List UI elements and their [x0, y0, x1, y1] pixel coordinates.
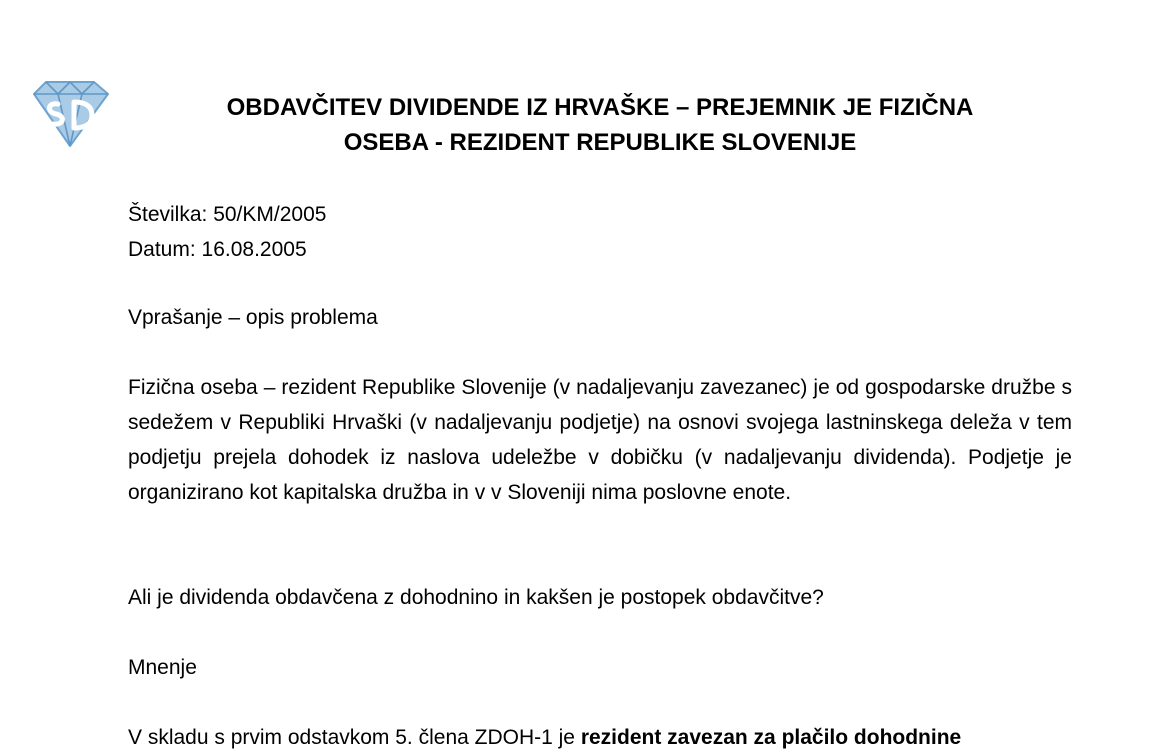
opinion-heading: Mnenje [128, 656, 197, 679]
title-line-1: OBDAVČITEV DIVIDENDE IZ HRVAŠKE – PREJEMNIK JE FIZIČNA [226, 94, 974, 121]
title-line-2: OSEBA - REZIDENT REPUBLIKE SLOVENIJE [343, 129, 857, 156]
opinion-text-normal: V skladu s prvim odstavkom 5. člena ZDOH-1 je [128, 726, 581, 749]
question-text: Ali je dividenda obdavčena z dohodnino in kakšen je postopek obdavčitve? [128, 586, 824, 609]
company-logo [28, 78, 112, 150]
document-meta [128, 197, 326, 267]
question-heading: Vprašanje – opis problema [128, 306, 378, 329]
document-number: Številka: 50/KM/2005 [128, 203, 327, 226]
opinion-text-bold: rezident zavezan za plačilo dohodnine [580, 726, 962, 749]
opinion-text [128, 720, 1072, 755]
document-title [128, 90, 1072, 160]
document-date: Datum: 16.08.2005 [128, 238, 307, 261]
problem-description: Fizična oseba – rezident Republike Slovenije (v nadaljevanju zavezanec) je od gospodarske družbe s sedežem v Republiki Hrvaški (v nadaljevanju podjetje) na osnovi svojega lastninskega deleža v tem podjetju prejela dohodek iz naslova udeležbe v dobičku (v nadaljevanju dividenda). Podjetje je organizirano kot kapitalska družba in v v Sloveniji nima poslovne enote. [128, 376, 1072, 504]
diamond-logo-icon [28, 78, 112, 150]
